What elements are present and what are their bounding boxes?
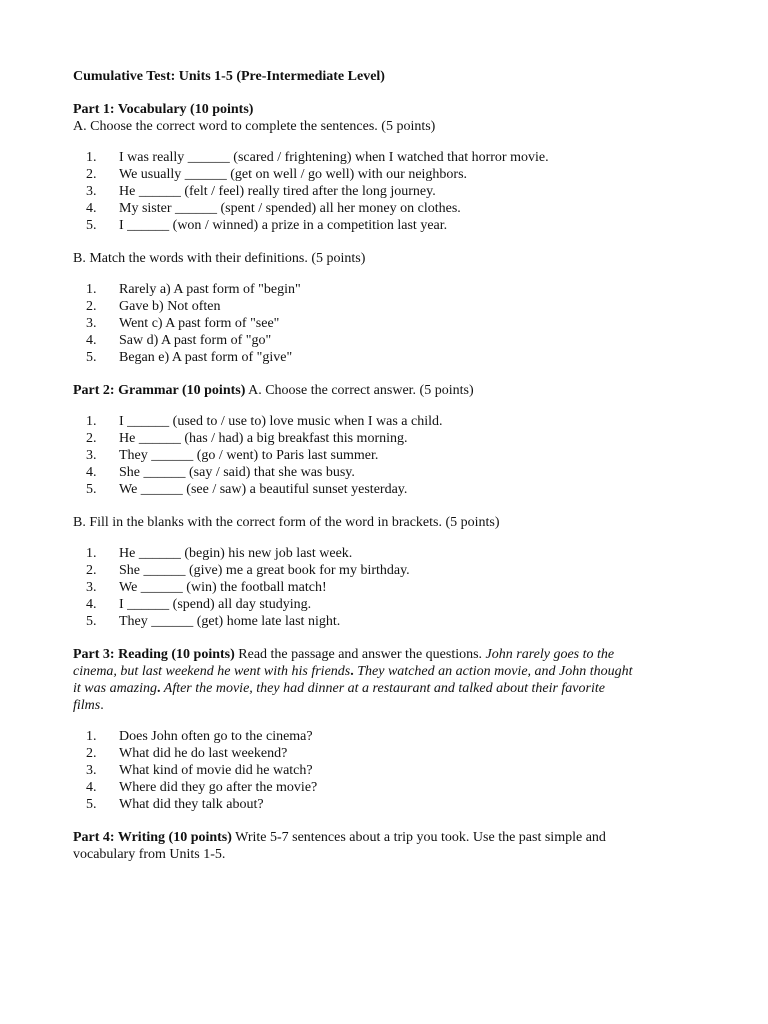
passage-period: .	[100, 698, 104, 713]
part4-line-1	[73, 829, 713, 846]
item-text: Gave b) Not often	[119, 299, 221, 314]
part3-instruction: Read the passage and answer the questions.	[234, 647, 486, 662]
list-item	[73, 298, 713, 315]
part2-a-instruction: A. Choose the correct answer. (5 points)	[245, 383, 474, 398]
item-number: 1.	[86, 414, 97, 429]
item-text: We ______ (see / saw) a beautiful sunset yesterday.	[119, 482, 408, 497]
part2-b-list	[73, 545, 713, 630]
list-item	[73, 149, 713, 166]
item-text: What kind of movie did he watch?	[119, 763, 313, 778]
item-text: Does John often go to the cinema?	[119, 729, 313, 744]
passage-text: cinema, but last weekend he went with his friends	[73, 664, 351, 679]
part2-a-list	[73, 413, 713, 498]
part4-paragraph	[73, 829, 713, 863]
list-item	[73, 166, 713, 183]
list-item	[73, 481, 713, 498]
list-item	[73, 183, 713, 200]
item-text: We ______ (win) the football match!	[119, 580, 327, 595]
part3-paragraph	[73, 646, 713, 714]
item-text: He ______ (has / had) a big breakfast this morning.	[119, 431, 408, 446]
item-number: 5.	[86, 797, 97, 812]
part4-instruction: Write 5-7 sentences about a trip you took. Use the past simple and	[231, 830, 606, 845]
part3-heading: Part 3: Reading (10 points)	[73, 647, 235, 662]
passage-period: .	[350, 664, 354, 679]
passage-text: John rarely goes to the	[485, 647, 615, 662]
passage-period: .	[157, 681, 161, 696]
part3-line-2	[73, 663, 713, 680]
list-item	[73, 315, 713, 332]
item-text: Went c) A past form of "see"	[119, 316, 280, 331]
item-text: What did they talk about?	[119, 797, 264, 812]
item-number: 2.	[86, 431, 97, 446]
item-number: 2.	[86, 299, 97, 314]
item-number: 3.	[86, 763, 97, 778]
list-item	[73, 796, 713, 813]
list-item	[73, 464, 713, 481]
list-item	[73, 281, 713, 298]
part1-a-list	[73, 149, 713, 234]
document-title: Cumulative Test: Units 1-5 (Pre-Intermediate Level)	[73, 69, 385, 84]
item-number: 4.	[86, 597, 97, 612]
item-number: 2.	[86, 167, 97, 182]
part1-b-instruction: B. Match the words with their definitions. (5 points)	[73, 251, 366, 266]
item-text: Rarely a) A past form of "begin"	[119, 282, 301, 297]
part4-heading: Part 4: Writing (10 points)	[73, 830, 232, 845]
item-text: They ______ (go / went) to Paris last summer.	[119, 448, 379, 463]
part1-a-instruction: A. Choose the correct word to complete the sentences. (5 points)	[73, 119, 436, 134]
item-text: They ______ (get) home late last night.	[119, 614, 341, 629]
item-text: I ______ (spend) all day studying.	[119, 597, 312, 612]
list-item	[73, 413, 713, 430]
passage-text: They watched an action movie, and John thought	[353, 664, 633, 679]
item-number: 2.	[86, 746, 97, 761]
passage-text: it was amazing	[73, 681, 158, 696]
list-item	[73, 332, 713, 349]
part3-line-4	[73, 697, 713, 714]
item-text: He ______ (begin) his new job last week.	[119, 546, 353, 561]
passage-text: After the movie, they had dinner at a restaurant and talked about their favorite	[160, 681, 605, 696]
item-number: 4.	[86, 465, 97, 480]
item-number: 4.	[86, 780, 97, 795]
part1-heading: Part 1: Vocabulary (10 points)	[73, 102, 254, 117]
item-number: 3.	[86, 316, 97, 331]
part2-b-instruction: B. Fill in the blanks with the correct form of the word in brackets. (5 points)	[73, 515, 500, 530]
list-item	[73, 562, 713, 579]
part3-list	[73, 728, 713, 813]
item-text: She ______ (give) me a great book for my birthday.	[119, 563, 410, 578]
list-item	[73, 430, 713, 447]
item-text: She ______ (say / said) that she was busy.	[119, 465, 355, 480]
list-item	[73, 447, 713, 464]
item-number: 1.	[86, 282, 97, 297]
item-number: 3.	[86, 448, 97, 463]
part2-heading-line	[73, 382, 713, 399]
list-item	[73, 596, 713, 613]
item-number: 3.	[86, 184, 97, 199]
item-number: 1.	[86, 546, 97, 561]
item-text: What did he do last weekend?	[119, 746, 288, 761]
part4-line-2: vocabulary from Units 1-5.	[73, 847, 226, 862]
list-item	[73, 745, 713, 762]
item-number: 1.	[86, 729, 97, 744]
item-text: My sister ______ (spent / spended) all her money on clothes.	[119, 201, 461, 216]
item-text: We usually ______ (get on well / go well) with our neighbors.	[119, 167, 468, 182]
item-number: 5.	[86, 482, 97, 497]
part2-heading: Part 2: Grammar (10 points)	[73, 383, 246, 398]
list-item	[73, 200, 713, 217]
list-item	[73, 349, 713, 366]
item-text: Began e) A past form of "give"	[119, 350, 293, 365]
item-number: 2.	[86, 563, 97, 578]
item-number: 5.	[86, 614, 97, 629]
item-number: 1.	[86, 150, 97, 165]
part3-line-3	[73, 680, 713, 697]
part1-b-list	[73, 281, 713, 366]
list-item	[73, 779, 713, 796]
item-number: 3.	[86, 580, 97, 595]
list-item	[73, 762, 713, 779]
list-item	[73, 579, 713, 596]
list-item	[73, 728, 713, 745]
item-text: I ______ (won / winned) a prize in a competition last year.	[119, 218, 448, 233]
list-item	[73, 613, 713, 630]
item-text: Saw d) A past form of "go"	[119, 333, 272, 348]
document-page	[73, 68, 713, 863]
item-number: 4.	[86, 201, 97, 216]
list-item	[73, 217, 713, 234]
item-text: I ______ (used to / use to) love music when I was a child.	[119, 414, 443, 429]
item-text: I was really ______ (scared / frightening) when I watched that horror movie.	[119, 150, 549, 165]
item-text: He ______ (felt / feel) really tired after the long journey.	[119, 184, 436, 199]
item-text: Where did they go after the movie?	[119, 780, 318, 795]
passage-text: films	[73, 698, 101, 713]
item-number: 5.	[86, 218, 97, 233]
item-number: 5.	[86, 350, 97, 365]
list-item	[73, 545, 713, 562]
item-number: 4.	[86, 333, 97, 348]
part3-line-1	[73, 646, 713, 663]
